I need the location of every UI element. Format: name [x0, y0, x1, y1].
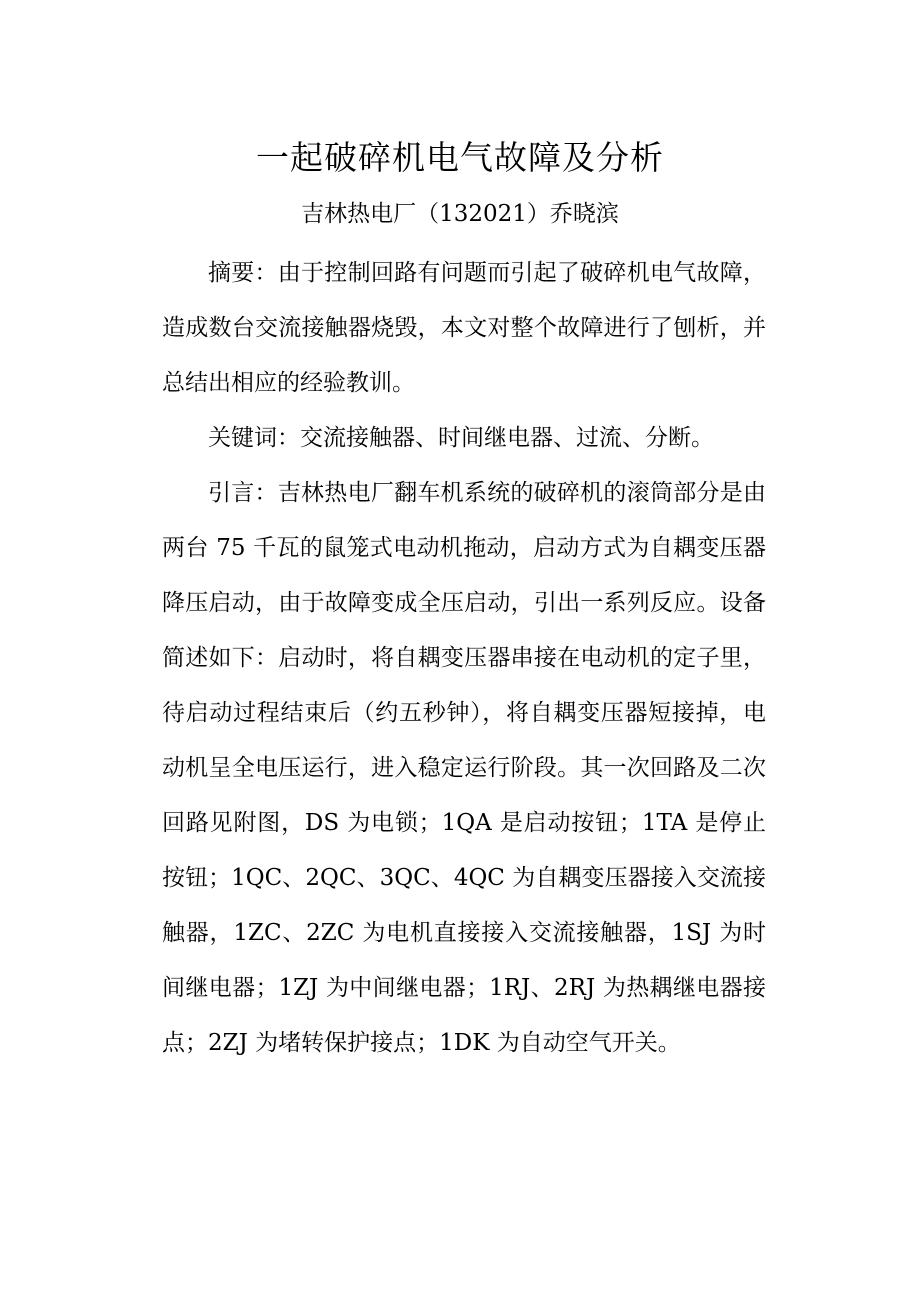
keywords-paragraph: 关键词：交流接触器、时间继电器、过流、分断。 — [208, 425, 714, 451]
body-text — [162, 246, 766, 1071]
author-affiliation: 吉林热电厂（132021）乔晓滨 — [301, 201, 619, 227]
abstract-paragraph: 摘要：由于控制回路有问题而引起了破碎机电气故障，造成数台交流接触器烧毁，本文对整个故障进行了刨析，并总结出相应的经验教训。 — [162, 260, 766, 396]
paper-title: 一起破碎机电气故障及分析 — [256, 138, 664, 177]
introduction-paragraph: 引言：吉林热电厂翻车机系统的破碎机的滚筒部分是由两台 75 千瓦的鼠笼式电动机拖动，启动方式为自耦变压器降压启动，由于故障变成全压启动，引出一系列反应。设备简述如下：启动时，将自耦变压器串接在电动机的定子里，待启动过程结束后（约五秒钟），将自耦变压器短接掉，电动机呈全电压运行，进入稳定运行阶段。其一次回路及二次回路见附图，DS 为电锁；1QA 是启动按钮；1TA 是停止按钮；1QC、2QC、3QC、4QC 为自耦变压器接入交流接触器，1ZC、2ZC 为电机直接接入交流接触器，1SJ 为时间继电器；1ZJ 为中间继电器；1RJ、2RJ 为热耦继电器接点；2ZJ 为堵转保护接点；1DK 为自动空气开关。 — [162, 480, 766, 1056]
